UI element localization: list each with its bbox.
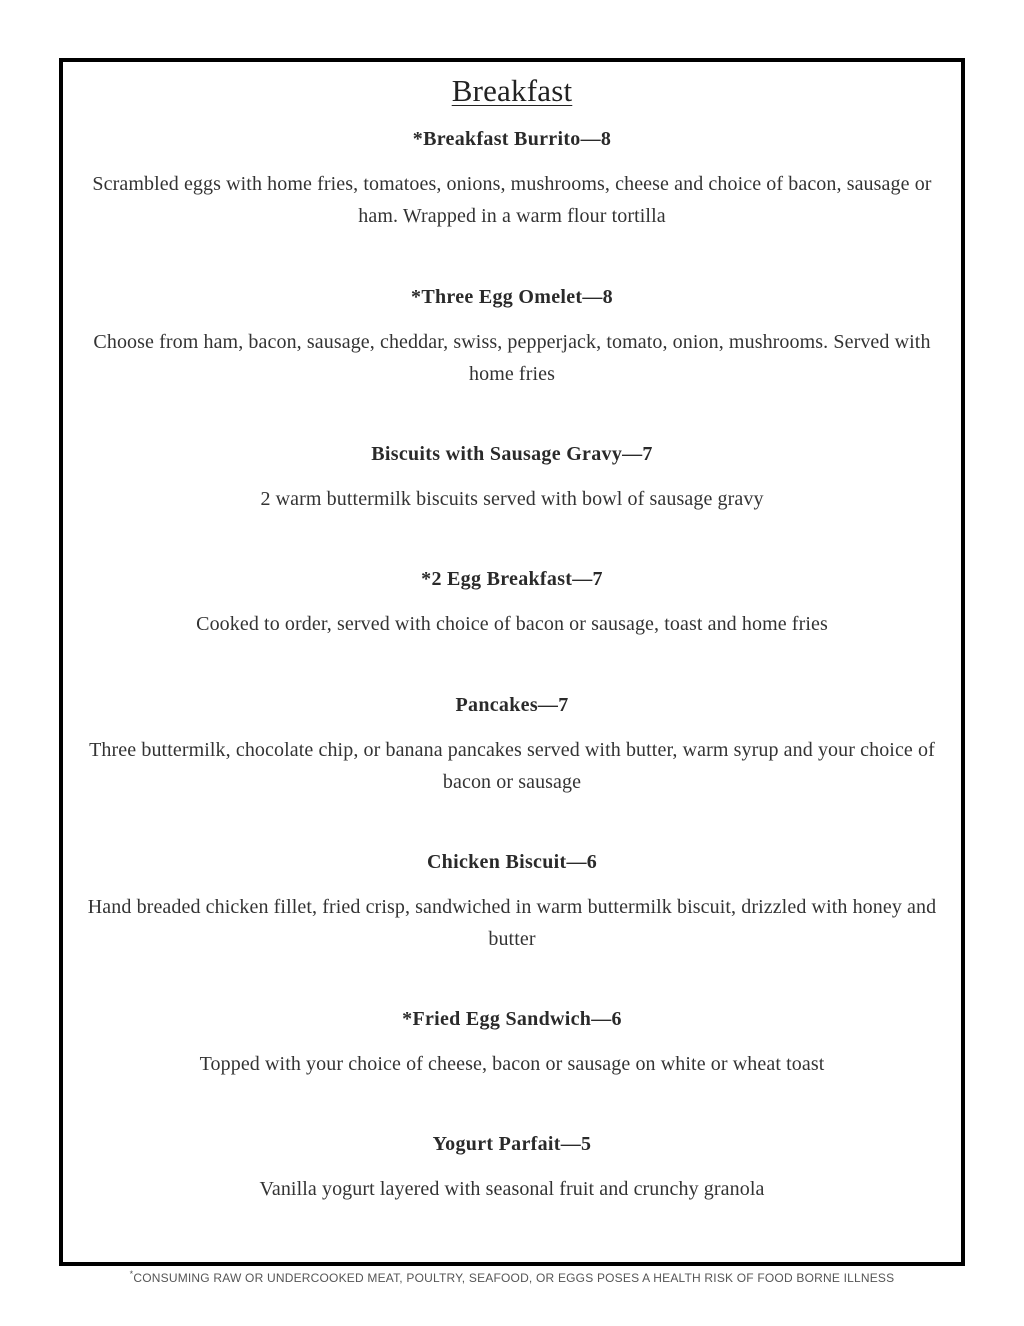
menu-item-2-egg-breakfast [63, 566, 961, 640]
item-name: *2 Egg Breakfast—7 [421, 568, 603, 590]
menu-item-pancakes [63, 692, 961, 798]
menu-item-three-egg-omelet [63, 284, 961, 390]
menu-item-yogurt-parfait [63, 1131, 961, 1205]
disclaimer-marker: * [129, 1269, 134, 1279]
item-description: 2 warm buttermilk biscuits served with bowl of sausage gravy [260, 488, 764, 510]
menu-item-biscuits-sausage-gravy [63, 441, 961, 515]
item-description: Topped with your choice of cheese, bacon or sausage on white or wheat toast [199, 1053, 825, 1075]
item-name: Biscuits with Sausage Gravy—7 [371, 443, 653, 465]
item-description: Scrambled eggs with home fries, tomatoes, onions, mushrooms, cheese and choice of bacon, sausage or ham. Wrapped in a warm flour tortilla [92, 173, 932, 227]
menu-title: Breakfast [451, 73, 573, 108]
item-name: Chicken Biscuit—6 [426, 851, 598, 873]
item-description: Vanilla yogurt layered with seasonal fruit and crunchy granola [259, 1178, 765, 1200]
menu-item-breakfast-burrito [63, 126, 961, 232]
item-name: *Breakfast Burrito—8 [412, 128, 612, 150]
menu-item-fried-egg-sandwich [63, 1006, 961, 1080]
item-description: Hand breaded chicken fillet, fried crisp, sandwiched in warm buttermilk biscuit, drizzled with honey and butter [87, 896, 937, 950]
item-description: Three buttermilk, chocolate chip, or banana pancakes served with butter, warm syrup and your choice of bacon or sausage [89, 739, 935, 793]
disclaimer-text: CONSUMING RAW OR UNDERCOOKED MEAT, POULTRY, SEAFOOD, OR EGGS POSES A HEALTH RISK OF FOOD BORNE ILLNESS [133, 1271, 895, 1285]
item-name: Pancakes—7 [455, 694, 569, 716]
menu-frame [59, 58, 965, 1266]
item-description: Choose from ham, bacon, sausage, cheddar, swiss, pepperjack, tomato, onion, mushrooms. Served with home fries [93, 331, 931, 385]
item-description: Cooked to order, served with choice of bacon or sausage, toast and home fries [196, 613, 828, 635]
item-name: Yogurt Parfait—5 [432, 1133, 592, 1155]
health-disclaimer [0, 1270, 1024, 1286]
item-name: *Fried Egg Sandwich—6 [402, 1008, 622, 1030]
menu-item-chicken-biscuit [63, 849, 961, 955]
item-name: *Three Egg Omelet—8 [411, 286, 613, 308]
